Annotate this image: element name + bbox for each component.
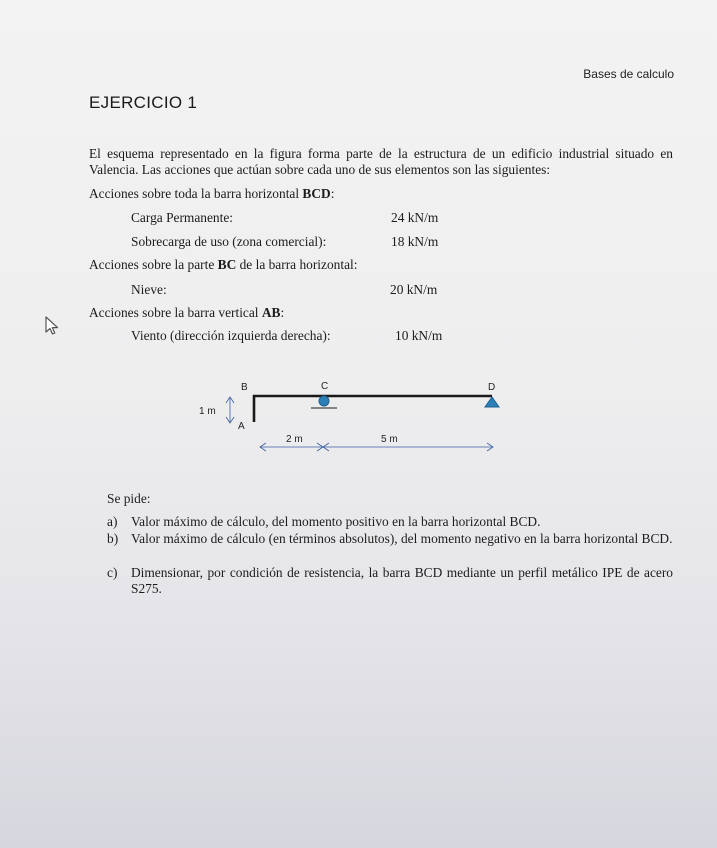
dim-vertical-label: 1 m (199, 406, 216, 417)
group-heading-bold: AB (261, 305, 281, 320)
dim-cd-label: 5 m (381, 434, 398, 445)
label-a: A (238, 421, 245, 432)
requirement-letter: a) (107, 514, 118, 529)
pin-support-d (485, 397, 499, 407)
load-label: Nieve: (131, 282, 167, 297)
group-heading-text: Acciones sobre la parte (89, 257, 218, 272)
group-heading-bcd (89, 186, 334, 202)
load-label: Viento (dirección izquierda derecha): (131, 328, 331, 343)
label-d: D (488, 382, 496, 393)
requirement-letter: b) (107, 531, 119, 546)
group-heading-bold: BCD (302, 186, 331, 201)
requirement-letter: c) (107, 565, 118, 580)
roller-support-c (319, 396, 329, 406)
group-heading-bold: BC (217, 257, 237, 272)
label-b: B (241, 382, 248, 393)
load-value: 10 kN/m (395, 328, 443, 343)
exercise-title: EJERCICIO 1 (89, 93, 198, 112)
load-value: 18 kN/m (391, 234, 439, 249)
group-heading-ab (89, 305, 284, 321)
header-course-name: Bases de calculo (583, 67, 674, 81)
requirement-text: Valor máximo de cálculo (en términos absolutos), del momento negativo en la barra horizontal BCD. (131, 531, 673, 546)
structure-diagram (190, 376, 510, 456)
group-heading-text: Acciones sobre toda la barra horizontal (89, 186, 303, 201)
group-heading-suffix: : (280, 305, 285, 320)
load-value: 24 kN/m (391, 210, 439, 225)
group-heading-suffix: : (330, 186, 335, 201)
mouse-pointer-icon (44, 316, 60, 336)
group-heading-bc (89, 257, 357, 273)
group-heading-suffix: de la barra horizontal: (236, 257, 358, 272)
group-heading-text: Acciones sobre la barra vertical (89, 305, 262, 320)
requirement-text: Valor máximo de cálculo, del momento positivo en la barra horizontal BCD. (131, 514, 541, 529)
requirement-text: Dimensionar, por condición de resistencia, la barra BCD mediante un perfil metálico IPE de acero S275. (131, 565, 673, 596)
load-value: 20 kN/m (390, 282, 438, 297)
intro-paragraph: El esquema representado en la figura forma parte de la estructura de un edificio industrial situado en Valencia. Las acciones que actúan sobre cada uno de sus elementos son las siguientes: (89, 146, 673, 177)
load-label: Carga Permanente: (131, 210, 234, 225)
label-c: C (321, 381, 329, 392)
load-label: Sobrecarga de uso (zona comercial): (131, 234, 327, 249)
se-pide-label: Se pide: (107, 491, 151, 506)
dim-bc-label: 2 m (286, 434, 303, 445)
